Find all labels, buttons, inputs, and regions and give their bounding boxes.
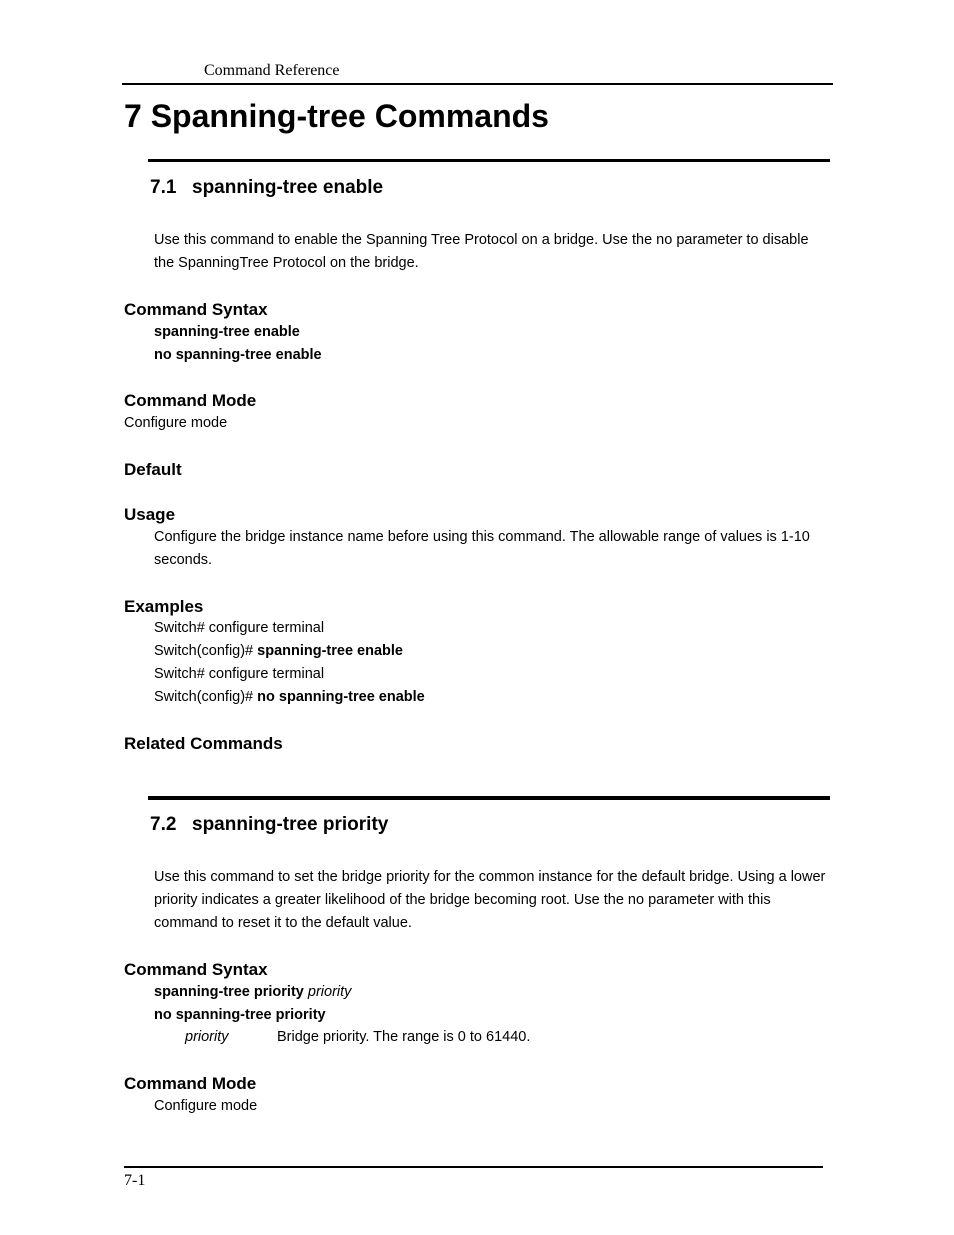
description-line: command to reset it to the default value. bbox=[154, 915, 412, 931]
usage-line: Configure the bridge instance name before using this command. The allowable range of values is 1-10 bbox=[154, 529, 810, 545]
footer-rule bbox=[124, 1166, 823, 1168]
parameter-description: Bridge priority. The range is 0 to 61440. bbox=[277, 1029, 531, 1045]
parameter-name: priority bbox=[185, 1029, 229, 1045]
section-number: 7.1 bbox=[150, 177, 177, 198]
command-mode-text: Configure mode bbox=[124, 415, 228, 431]
description-line: priority indicates a greater likelihood of the bridge becoming root. Use the no parameter with this bbox=[154, 892, 771, 908]
command-syntax-heading: Command Syntax bbox=[124, 300, 268, 319]
section-title: spanning-tree priority bbox=[192, 814, 389, 835]
example-line: Switch# configure terminal bbox=[154, 666, 325, 682]
section-heading-7-1 bbox=[150, 177, 383, 199]
chapter-title bbox=[124, 98, 549, 135]
examples-heading: Examples bbox=[124, 597, 204, 616]
usage-heading: Usage bbox=[124, 505, 176, 524]
syntax-line: spanning-tree enable bbox=[154, 324, 300, 340]
example-prompt: Switch(config)# bbox=[154, 643, 254, 659]
header-rule bbox=[122, 83, 833, 85]
page-number: 7-1 bbox=[124, 1172, 146, 1189]
syntax-line bbox=[154, 984, 351, 1000]
running-header: Command Reference bbox=[204, 62, 340, 79]
section-heading-7-2 bbox=[150, 814, 388, 836]
example-line: Switch# configure terminal bbox=[154, 620, 325, 636]
description-line: the SpanningTree Protocol on the bridge. bbox=[154, 255, 419, 271]
default-heading: Default bbox=[124, 460, 182, 479]
example-line bbox=[154, 643, 403, 659]
chapter-number: 7 bbox=[124, 98, 142, 134]
example-command: no spanning-tree enable bbox=[257, 689, 425, 705]
section-rule-1 bbox=[148, 159, 830, 162]
section-rule-2 bbox=[148, 796, 830, 800]
syntax-line: no spanning-tree priority bbox=[154, 1007, 326, 1023]
section-number: 7.2 bbox=[150, 814, 177, 835]
command-mode-heading: Command Mode bbox=[124, 391, 257, 410]
command-mode-heading: Command Mode bbox=[124, 1074, 257, 1093]
usage-line: seconds. bbox=[154, 552, 213, 568]
syntax-line: no spanning-tree enable bbox=[154, 347, 322, 363]
example-prompt: Switch(config)# bbox=[154, 689, 254, 705]
chapter-title-text: Spanning-tree Commands bbox=[150, 98, 549, 134]
description-line: Use this command to set the bridge priority for the common instance for the default bridge. Using a lower bbox=[154, 869, 826, 885]
section-title: spanning-tree enable bbox=[192, 177, 384, 198]
syntax-parameter: priority bbox=[307, 984, 352, 1000]
syntax-command: spanning-tree priority bbox=[154, 984, 304, 1000]
command-syntax-heading: Command Syntax bbox=[124, 960, 268, 979]
related-commands-heading: Related Commands bbox=[124, 734, 283, 753]
example-command: spanning-tree enable bbox=[257, 643, 403, 659]
example-line bbox=[154, 689, 425, 705]
description-line: Use this command to enable the Spanning Tree Protocol on a bridge. Use the no parameter to disable bbox=[154, 232, 809, 248]
command-mode-text: Configure mode bbox=[154, 1098, 258, 1114]
